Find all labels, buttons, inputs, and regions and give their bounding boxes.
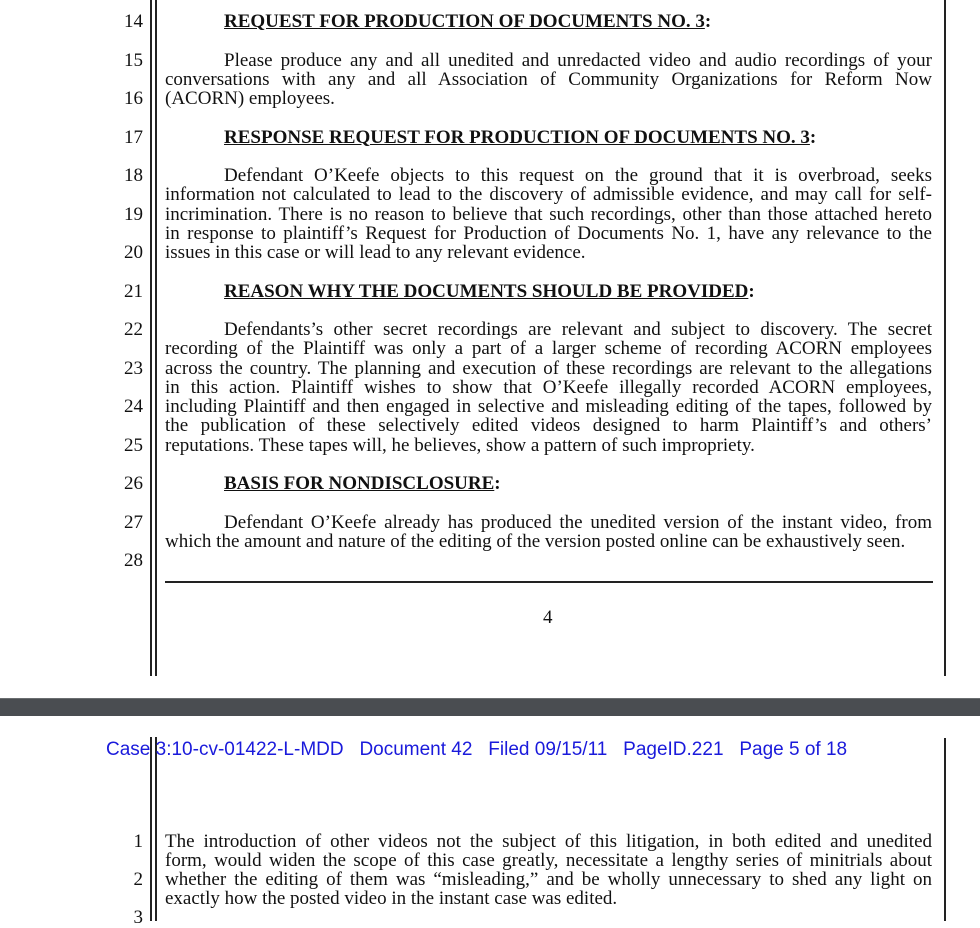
paragraph-line: information not calculated to lead to the discovery of admissible evidence, and may call for self- (165, 184, 932, 206)
line-number: 2 (133, 869, 143, 890)
section-heading (165, 474, 932, 493)
heading-colon: : (809, 126, 817, 148)
paragraph-line: incrimination. There is no reason to believe that such recordings, other than those attached hereto (165, 203, 932, 225)
heading-text: BASIS FOR NONDISCLOSURE (224, 473, 495, 494)
paragraph-line: recording of the Plaintiff was only a part of a larger scheme of recording ACORN employees (165, 338, 932, 360)
line-number: 22 (124, 319, 143, 340)
paragraph-line: exactly how the posted video in the instant case was edited. (165, 888, 618, 909)
paragraph-line: conversations with any and all Association of Community Organizations for Reform Now (165, 68, 932, 90)
paragraph-line: issues in this case or will lead to any relevant evidence. (165, 242, 586, 263)
line-number: 28 (124, 550, 143, 571)
filed-date: Filed 09/15/11 (488, 739, 608, 760)
case-number: Case 3:10-cv-01422-L-MDD (106, 739, 344, 760)
line-number: 27 (124, 511, 143, 533)
paragraph-line: (ACORN) employees. (165, 88, 335, 109)
line-number: 25 (124, 434, 143, 456)
document-number: Document 42 (359, 739, 473, 760)
line-number: 19 (124, 203, 143, 225)
paragraph-line: in response to plaintiff’s Request for Production of Documents No. 1, have any relevance to the (165, 222, 932, 244)
line-number: 15 (124, 49, 143, 71)
section-heading (165, 128, 932, 147)
heading-colon: : (704, 11, 712, 32)
margin-rule-right (944, 738, 946, 921)
paragraph-line: form, would widen the scope of this case greatly, necessitate a lengthy series of minitrials about (165, 850, 932, 871)
margin-rule-left-outer (150, 737, 152, 921)
paragraph-line: in this action. Plaintiff wishes to show that O’Keefe illegally recorded ACORN employees, (165, 376, 932, 398)
margin-rule-left-inner (155, 0, 157, 676)
heading-colon: : (494, 473, 501, 494)
section-heading (165, 282, 932, 301)
paragraph-line: whether the editing of them was “misleading,” and be wholly unnecessary to shed any light on (165, 869, 932, 890)
paragraph-line: reputations. These tapes will, he believes, show a pattern of such impropriety. (165, 434, 755, 456)
line-number: 26 (124, 473, 143, 494)
line-number: 20 (124, 242, 143, 263)
line-number: 16 (124, 88, 143, 109)
paragraph-line: Defendant O’Keefe objects to this request on the ground that it is overbroad, seeks (224, 165, 932, 186)
heading-colon: : (748, 280, 755, 302)
heading-text: RESPONSE REQUEST FOR PRODUCTION OF DOCUMENTS NO. 3 (224, 126, 810, 148)
paragraph-line: Please produce any and all unedited and unredacted video and audio recordings of your (224, 49, 932, 71)
section-heading (165, 12, 932, 31)
heading-text: REASON WHY THE DOCUMENTS SHOULD BE PROVIDED (224, 280, 749, 302)
paragraph-line: Defendant O’Keefe already has produced the unedited version of the instant video, from (224, 511, 932, 533)
line-number: 1 (133, 831, 143, 852)
line-number: 23 (124, 357, 143, 379)
margin-rule-left-inner (155, 737, 157, 921)
paragraph-line: Defendants’s other secret recordings are relevant and subject to discovery. The secret (224, 319, 932, 340)
page-id: PageID.221 (623, 739, 724, 760)
paragraph-line: the publication of these selectively edited videos designed to harm Plaintiff’s and others’ (165, 415, 932, 437)
paragraph-line: which the amount and nature of the editing of the version posted online can be exhaustively seen. (165, 530, 906, 552)
margin-rule-right (944, 0, 946, 676)
ecf-header (106, 739, 847, 761)
line-number: 24 (124, 396, 143, 417)
heading-text: REQUEST FOR PRODUCTION OF DOCUMENTS NO. 3 (224, 11, 705, 32)
line-number: 21 (124, 280, 143, 302)
line-number: 17 (124, 126, 143, 148)
paragraph-line: including Plaintiff and then engaged in selective and misleading editing of the tapes, followed by (165, 396, 932, 417)
line-number: 3 (133, 907, 143, 928)
footer-rule (165, 581, 933, 583)
page-count: Page 5 of 18 (739, 739, 848, 760)
line-number: 14 (124, 11, 143, 32)
paragraph-line: across the country. The planning and execution of these recordings are relevant to the allegations (165, 357, 932, 379)
margin-rule-left-outer (150, 0, 152, 676)
paragraph-line: The introduction of other videos not the subject of this litigation, in both edited and unedited (165, 831, 932, 852)
page-number: 4 (543, 607, 553, 628)
page-separator (0, 698, 980, 716)
line-number: 18 (124, 165, 143, 186)
